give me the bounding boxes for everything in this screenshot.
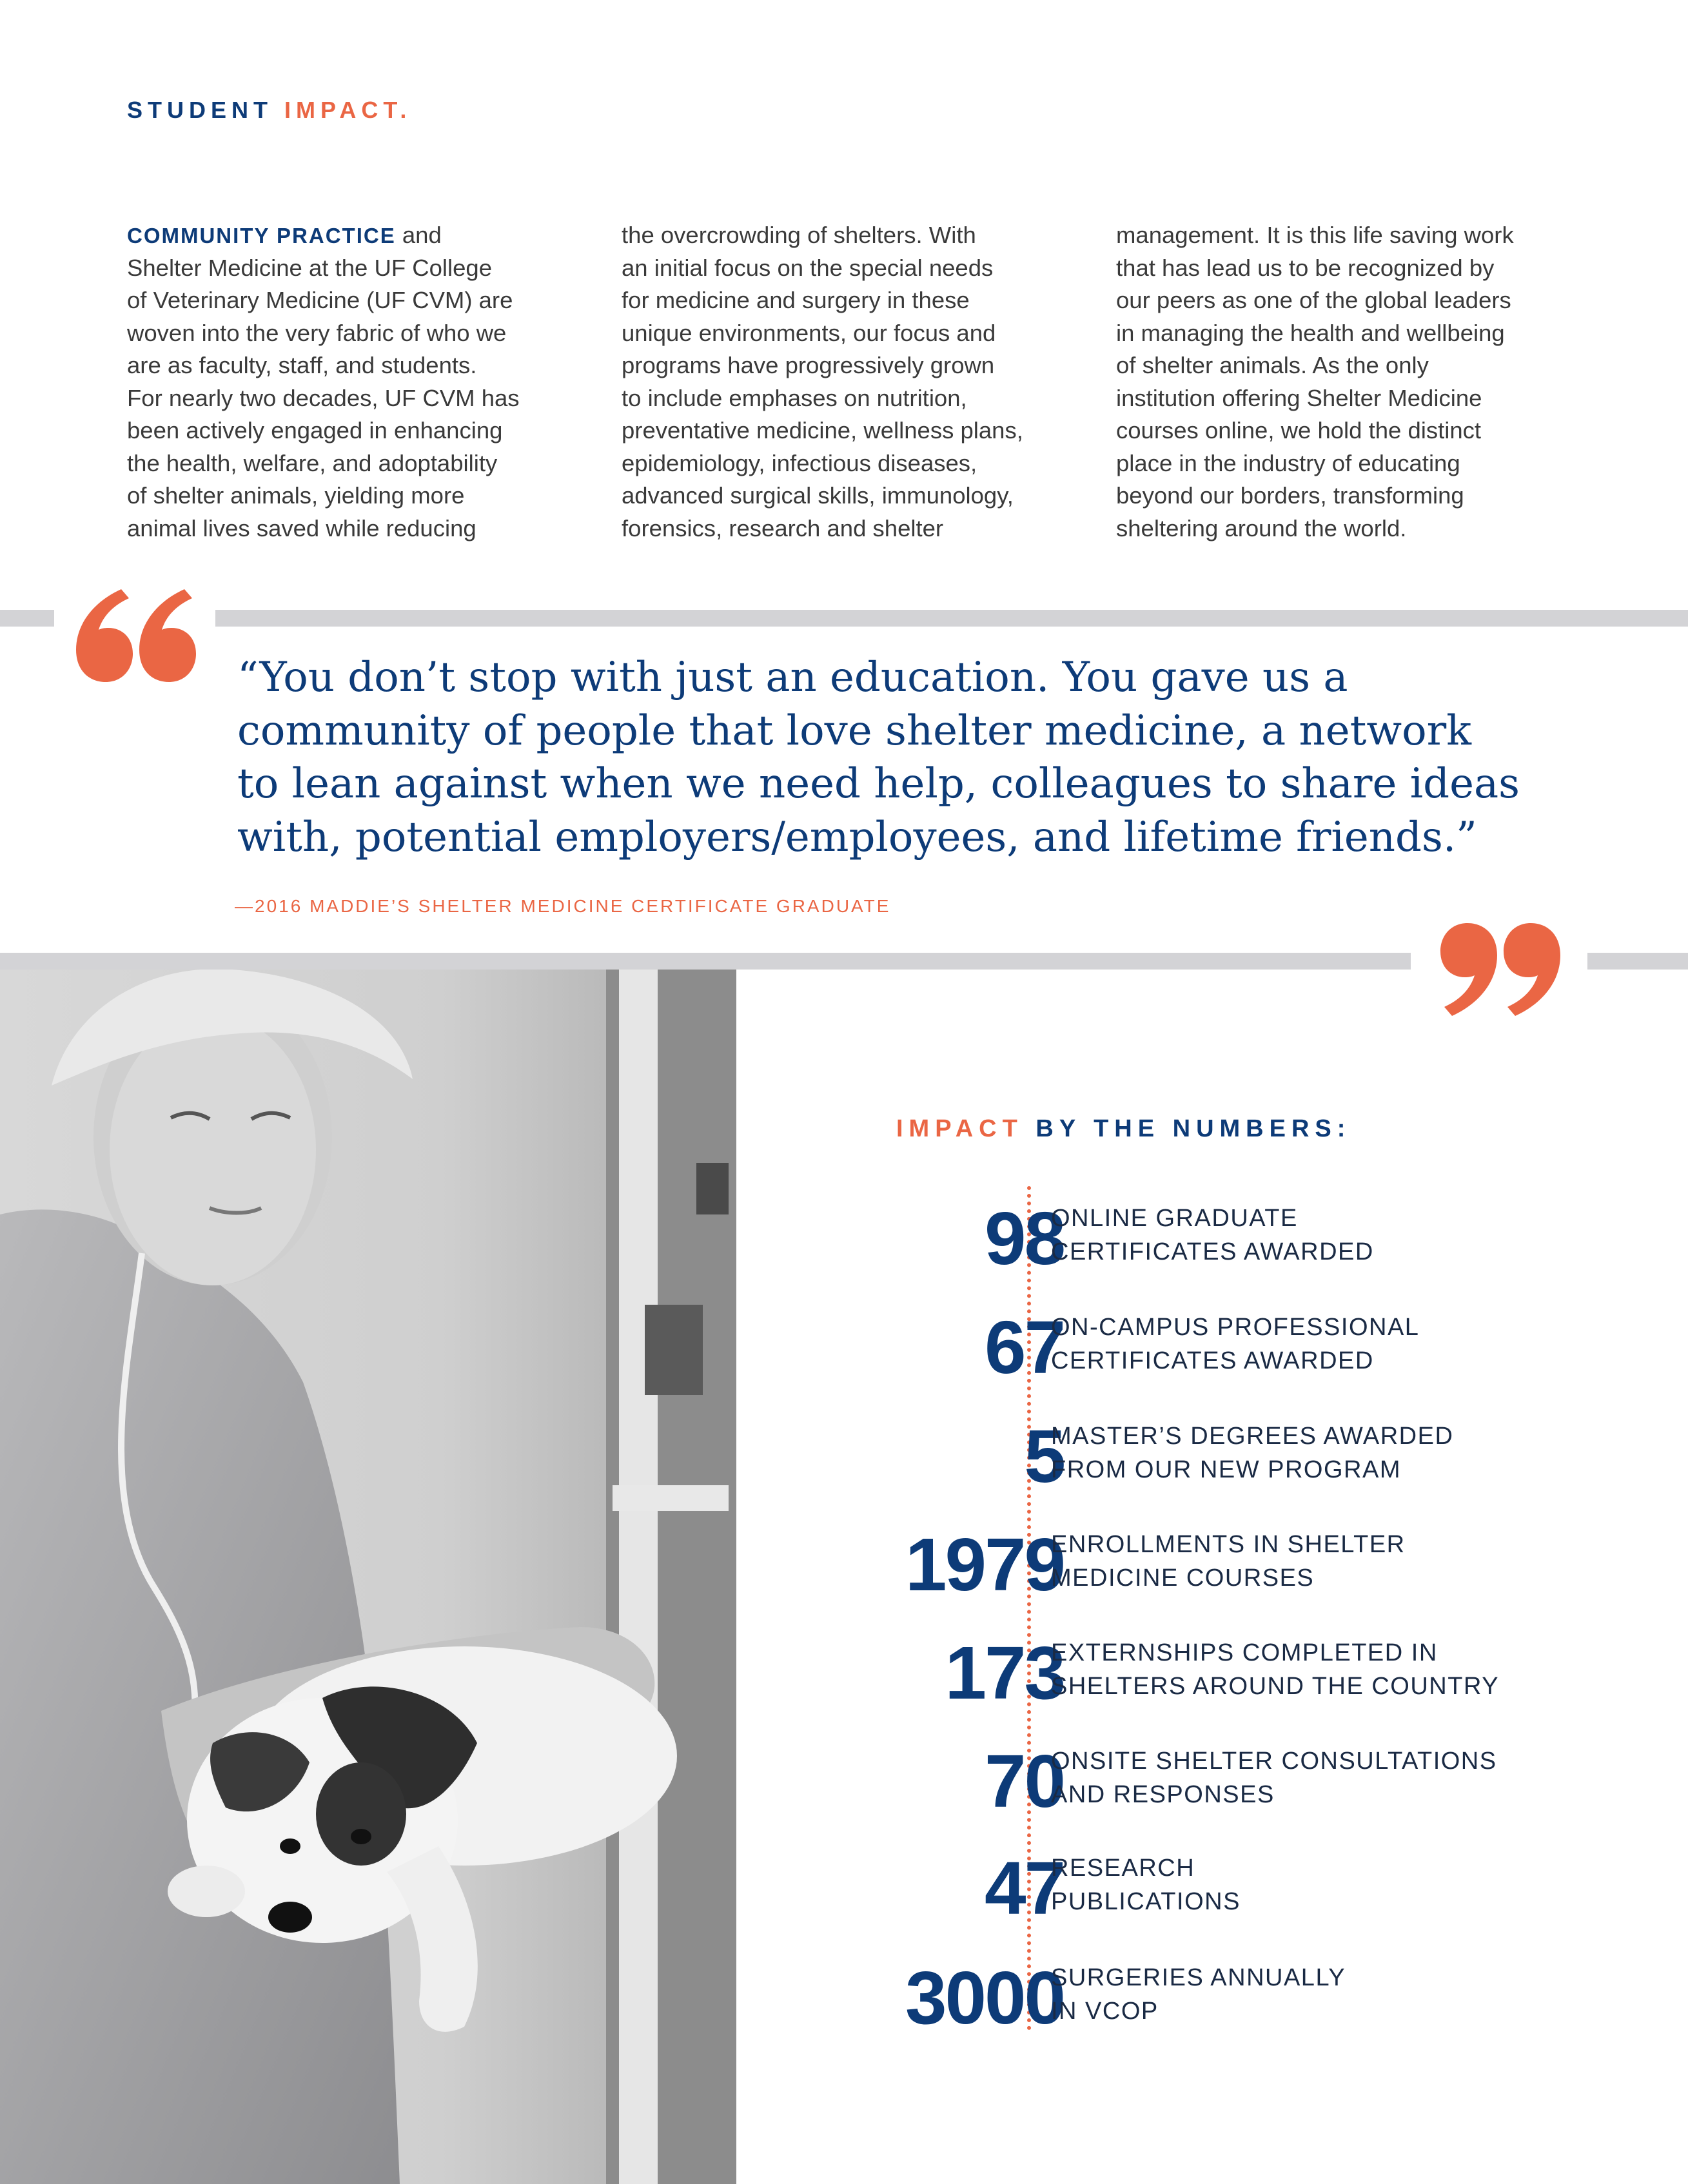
- stat-label-line: IN VCOP: [1051, 1998, 1159, 2025]
- student-with-puppy-photo: [0, 970, 736, 2184]
- stat-label-line: AND RESPONSES: [1051, 1781, 1275, 1808]
- stat-label-line: FROM OUR NEW PROGRAM: [1051, 1456, 1401, 1483]
- intro-line: the overcrowding of shelters. With: [622, 222, 976, 248]
- intro-line: in managing the health and wellbeing: [1116, 319, 1505, 346]
- stat-label: [1051, 1311, 1419, 1378]
- intro-line: that has lead us to be recognized by: [1116, 254, 1495, 281]
- stat-row: [709, 1305, 1644, 1389]
- stat-label-line: MASTER’S DEGREES AWARDED: [1051, 1423, 1454, 1450]
- intro-line: For nearly two decades, UF CVM has: [127, 384, 520, 411]
- quote-attribution: —2016 MADDIE’S SHELTER MEDICINE CERTIFICATE GRADUATE: [235, 896, 891, 916]
- intro-line: epidemiology, infectious diseases,: [622, 449, 977, 476]
- quote-line: with, potential employers/employees, and lifetime friends.”: [237, 813, 1477, 861]
- intro-line-text: and: [395, 222, 442, 248]
- intro-line: of Veterinary Medicine (UF CVM) are: [127, 287, 513, 313]
- stat-label-line: ON-CAMPUS PROFESSIONAL: [1051, 1314, 1420, 1341]
- stat-value: 173: [945, 1631, 1064, 1715]
- stat-label-line: CERTIFICATES AWARDED: [1051, 1347, 1374, 1374]
- stat-value: 47: [984, 1846, 1064, 1930]
- intro-line: our peers as one of the global leaders: [1116, 287, 1511, 313]
- intro-line: courses online, we hold the distinct: [1116, 417, 1482, 444]
- stat-label-line: ONSITE SHELTER CONSULTATIONS: [1051, 1748, 1497, 1775]
- quote-band-top-left: [0, 610, 54, 627]
- quote-line: “You don’t stop with just an education. You gave us a: [237, 654, 1348, 701]
- stat-row: [709, 1414, 1644, 1498]
- intro-line: to include emphases on nutrition,: [622, 384, 967, 411]
- stat-label: [1051, 1202, 1374, 1269]
- intro-line: institution offering Shelter Medicine: [1116, 384, 1482, 411]
- intro-line: for medicine and surgery in these: [622, 287, 970, 313]
- stat-value: 67: [984, 1305, 1064, 1389]
- intro-line: place in the industry of educating: [1116, 449, 1460, 476]
- intro-line: are as faculty, staff, and students.: [127, 352, 477, 378]
- quote-band-bottom-right: [1587, 953, 1688, 970]
- intro-lead: COMMUNITY PRACTICE: [127, 224, 396, 248]
- stat-label-line: ONLINE GRADUATE: [1051, 1205, 1298, 1232]
- stat-row: [709, 1196, 1644, 1280]
- stat-value: 98: [984, 1196, 1064, 1280]
- stat-row: [709, 1631, 1644, 1715]
- stat-label: [1051, 1419, 1453, 1487]
- numbers-title-part1: IMPACT: [896, 1115, 1023, 1142]
- stat-label-line: EXTERNSHIPS COMPLETED IN: [1051, 1639, 1438, 1666]
- intro-column-1: [127, 219, 572, 545]
- intro-line: woven into the very fabric of who we: [127, 319, 507, 346]
- intro-line: beyond our borders, transforming: [1116, 482, 1464, 509]
- stat-value: 1979: [905, 1523, 1064, 1606]
- stat-value: 5: [1024, 1414, 1064, 1498]
- intro-line: preventative medicine, wellness plans,: [622, 417, 1023, 444]
- intro-line: the health, welfare, and adoptability: [127, 449, 498, 476]
- quote-line: community of people that love shelter medicine, a network: [237, 707, 1472, 755]
- intro-line: unique environments, our focus and: [622, 319, 996, 346]
- stat-label-line: ENROLLMENTS IN SHELTER: [1051, 1531, 1406, 1558]
- open-quote-icon: [71, 585, 200, 688]
- stat-label-line: SURGERIES ANNUALLY: [1051, 1964, 1346, 1991]
- intro-line: [127, 219, 572, 252]
- close-quote-icon: [1437, 917, 1565, 1020]
- stat-label: [1051, 1851, 1241, 1918]
- intro-line: forensics, research and shelter: [622, 514, 944, 541]
- intro-line: animal lives saved while reducing: [127, 514, 476, 541]
- stat-label-line: PUBLICATIONS: [1051, 1888, 1241, 1915]
- quote-band-top-right: [215, 610, 1688, 627]
- stat-label: [1051, 1636, 1499, 1703]
- intro-column-3: [1116, 219, 1561, 545]
- intro-column-2: [622, 219, 1066, 545]
- stat-label: [1051, 1528, 1406, 1595]
- intro-line: been actively engaged in enhancing: [127, 417, 503, 444]
- intro-line: sheltering around the world.: [1116, 514, 1407, 541]
- stat-label-line: CERTIFICATES AWARDED: [1051, 1238, 1374, 1265]
- stat-row: [709, 1846, 1644, 1930]
- intro-line: management. It is this life saving work: [1116, 222, 1514, 248]
- stat-row: [709, 1739, 1644, 1823]
- stat-label: [1051, 1744, 1497, 1811]
- intro-line: an initial focus on the special needs: [622, 254, 994, 281]
- numbers-title: [896, 1115, 1351, 1143]
- stat-label-line: RESEARCH: [1051, 1855, 1195, 1882]
- stat-label: [1051, 1961, 1346, 2028]
- intro-line: of shelter animals, yielding more: [127, 482, 465, 509]
- section-label-part1: STUDENT: [127, 97, 273, 123]
- section-label-part2: IMPACT.: [284, 97, 412, 123]
- intro-line: of shelter animals. As the only: [1116, 352, 1429, 378]
- numbers-title-part2: BY THE NUMBERS:: [1035, 1115, 1351, 1142]
- quote-band-bottom-left: [0, 953, 1411, 970]
- stat-label-line: MEDICINE COURSES: [1051, 1565, 1315, 1592]
- quote-line: to lean against when we need help, colleagues to share ideas: [237, 760, 1520, 808]
- stat-row: [709, 1956, 1644, 2040]
- intro-line: programs have progressively grown: [622, 352, 995, 378]
- section-label: [127, 97, 411, 124]
- intro-line: advanced surgical skills, immunology,: [622, 482, 1014, 509]
- stat-row: [709, 1523, 1644, 1606]
- intro-line: Shelter Medicine at the UF College: [127, 254, 493, 281]
- pull-quote: [237, 651, 1656, 864]
- stat-value: 3000: [905, 1956, 1064, 2040]
- stat-label-line: SHELTERS AROUND THE COUNTRY: [1051, 1673, 1500, 1700]
- stat-value: 70: [984, 1739, 1064, 1823]
